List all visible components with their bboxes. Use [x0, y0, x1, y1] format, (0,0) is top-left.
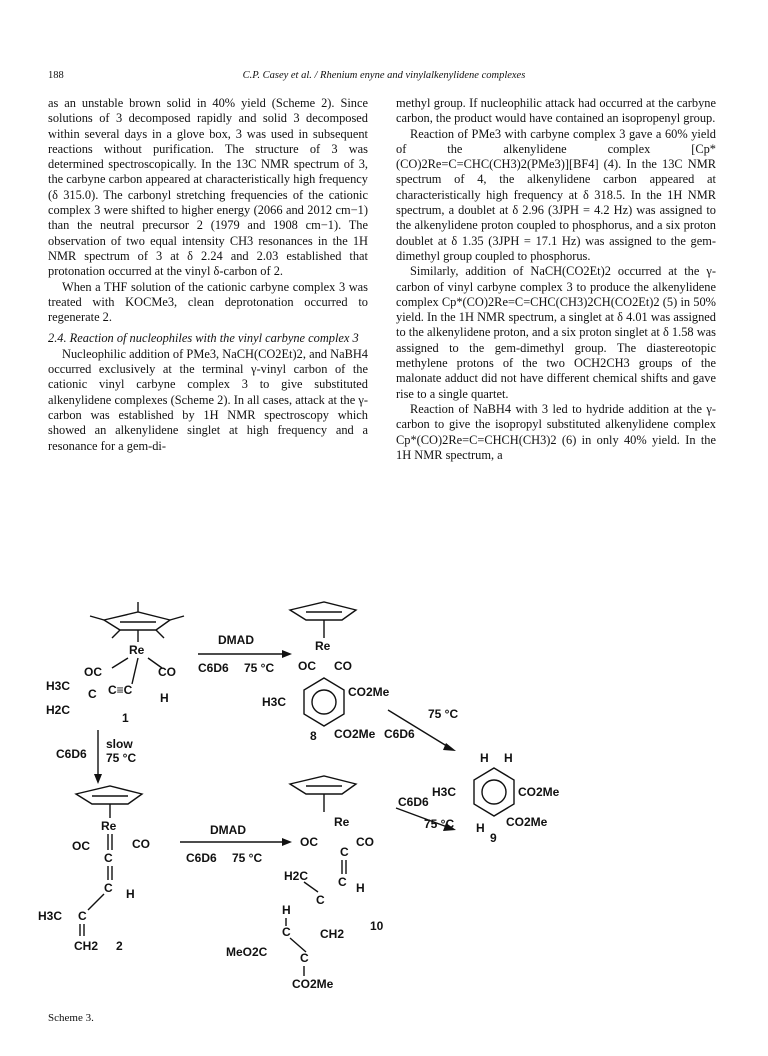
paragraph: Reaction of PMe3 with carbyne complex 3 gave a 60% yield of the alkenylidene complex [Cp*(CO)2Re=C=CHC(CH3)2(PMe3)][BF4] (4). In the 13C NMR spectrum of 4, the alkenylidene carbon appeared at characteristically high frequency at δ 318.5. In the 1H NMR spectrum, a doublet at δ 2.96 (3JPH = 4.2 Hz) was assigned to the alkenylidene proton coupled to phosphorus, and a six proton doublet at δ 1.35 (3JPH = 17.1 Hz) was assigned to the gem-dimethyl group coupled to phosphorus.: [396, 126, 716, 263]
h2c-label: H2C: [46, 703, 71, 717]
h-label: H: [126, 887, 135, 901]
compound-1: [46, 602, 184, 725]
c-label: C: [316, 893, 325, 907]
h-label: H: [476, 821, 485, 835]
c-label: C: [78, 909, 87, 923]
compound-number-10: 10: [370, 919, 384, 933]
meo2c-label: MeO2C: [226, 945, 268, 959]
h3c-label: H3C: [432, 785, 457, 799]
co-label: CO: [356, 835, 374, 849]
triple-label: C≡C: [108, 683, 133, 697]
compound-number-8: 8: [310, 729, 317, 743]
compound-10: [226, 776, 384, 991]
temperature-label: 75 °C: [232, 851, 263, 865]
temperature-label: 75 °C: [106, 751, 137, 765]
h-label: H: [504, 751, 513, 765]
c-label: C: [88, 687, 97, 701]
compound-2: [38, 786, 150, 953]
c-label: C: [104, 881, 113, 895]
scheme-3-diagram: [0, 580, 768, 1000]
re-label: Re: [334, 815, 350, 829]
solvent-label: C6D6: [186, 851, 217, 865]
c-label: C: [300, 951, 309, 965]
arrow-1-to-2: [56, 730, 136, 784]
arrow-10-to-9: [396, 795, 456, 831]
running-head: C.P. Casey et al. / Rhenium enyne and vinylalkenylidene complexes: [242, 70, 526, 81]
arrow-8-to-9: [384, 707, 458, 751]
compound-number-2: 2: [116, 939, 123, 953]
scheme-caption: Scheme 3.: [48, 1012, 94, 1024]
co2me-label: CO2Me: [506, 815, 548, 829]
temperature-label: 75 °C: [428, 707, 459, 721]
solvent-label: C6D6: [198, 661, 229, 675]
solvent-label: C6D6: [384, 727, 415, 741]
h-label: H: [356, 881, 365, 895]
paragraph: Similarly, addition of NaCH(CO2Et)2 occurred at the γ-carbon of vinyl carbyne complex 3 to produce the alkenylidene complex Cp*(CO)2Re=C=CHC(CH3)2CH(CO2Et)2 (5) in 50% yield. In the 1H NMR spectrum, a singlet at δ 4.01 was assigned to the alkenylidene proton, and a six proton singlet at δ 1.58 was assigned to the gem-dimethyl group. The diastereotopic methylene protons of the two OCH2CH3 groups of the malonate adduct did not have different chemical shifts and gave rise to a single quartet.: [396, 264, 716, 401]
oc-label: OC: [300, 835, 318, 849]
co2me-label: CO2Me: [334, 727, 376, 741]
temperature-label: 75 °C: [424, 817, 455, 831]
oc-label: OC: [298, 659, 316, 673]
slow-label: slow: [106, 737, 133, 751]
h-label: H: [282, 903, 291, 917]
h2c-label: H2C: [284, 869, 309, 883]
oc-label: OC: [72, 839, 90, 853]
paragraph: as an unstable brown solid in 40% yield (Scheme 2). Since solutions of 3 decomposed rapidly and solid 3 decomposed within several days in a glove box, 3 was used in subsequent reactions without purification. The structure of 3 was determined spectroscopically. In the 13C NMR spectrum of 3, the carbyne carbon appeared at characteristically high frequency (δ 315.0). The carbonyl stretching frequencies of the cationic complex 3 were shifted to higher energy (2066 and 2012 cm−1) than the neutral precursor 2 (1979 and 1908 cm−1). The observation of two equal intensity CH3 resonances in the 1H NMR spectrum of 3 at δ 2.24 and 2.03 established that protonation occurred at the vinyl δ-carbon of 2.: [48, 96, 368, 279]
ch2-label: CH2: [74, 939, 99, 953]
compound-number-9: 9: [490, 831, 497, 845]
h3c-label: H3C: [38, 909, 63, 923]
reagent-label: DMAD: [210, 823, 246, 837]
h3c-label: H3C: [46, 679, 71, 693]
ch2-label: CH2: [320, 927, 345, 941]
compound-8: [262, 602, 390, 743]
arrow-2-to-10: [180, 823, 292, 865]
h3c-label: H3C: [262, 695, 287, 709]
re-label: Re: [129, 643, 145, 657]
solvent-label: C6D6: [398, 795, 429, 809]
compound-number-1: 1: [122, 711, 129, 725]
h-label: H: [480, 751, 489, 765]
arrow-1-to-8: [198, 633, 292, 675]
co-label: CO: [132, 837, 150, 851]
right-column: [396, 96, 716, 463]
reagent-label: DMAD: [218, 633, 254, 647]
temperature-label: 75 °C: [244, 661, 275, 675]
co-label: CO: [158, 665, 176, 679]
co2me-label: CO2Me: [292, 977, 334, 991]
paragraph: Nucleophilic addition of PMe3, NaCH(CO2Et)2, and NaBH4 occurred exclusively at the terminal γ-vinyl carbon of the cationic vinyl carbyne complex 3 to give substituted alkenylidene complexes (Scheme 2). In all cases, attack at the γ-carbon was established by 1H NMR spectroscopy which showed an alkenylidene singlet at high frequency and a resonance for a gem-di-: [48, 346, 368, 453]
re-label: Re: [315, 639, 331, 653]
solvent-label: C6D6: [56, 747, 87, 761]
c-label: C: [340, 845, 349, 859]
re-label: Re: [101, 819, 117, 833]
c-label: C: [338, 875, 347, 889]
paragraph: Reaction of NaBH4 with 3 led to hydride addition at the γ-carbon to give the isopropyl substituted alkenylidene complex Cp*(CO)2Re=C=CHCH(CH3)2 (6) in only 40% yield. In the 1H NMR spectrum, a: [396, 401, 716, 462]
h-label: H: [160, 691, 169, 705]
c-label: C: [282, 925, 291, 939]
co-label: CO: [334, 659, 352, 673]
c-label: C: [104, 851, 113, 865]
oc-label: OC: [84, 665, 102, 679]
co2me-label: CO2Me: [518, 785, 560, 799]
left-column: [48, 96, 368, 454]
page-number: 188: [48, 70, 64, 81]
co2me-label: CO2Me: [348, 685, 390, 699]
paragraph: methyl group. If nucleophilic attack had occurred at the carbyne carbon, the product would have contained an isopropenyl group.: [396, 96, 716, 126]
section-heading: 2.4. Reaction of nucleophiles with the vinyl carbyne complex 3: [48, 331, 359, 346]
paragraph: When a THF solution of the cationic carbyne complex 3 was treated with KOCMe3, clean deprotonation occurred to regenerate 2.: [48, 279, 368, 325]
